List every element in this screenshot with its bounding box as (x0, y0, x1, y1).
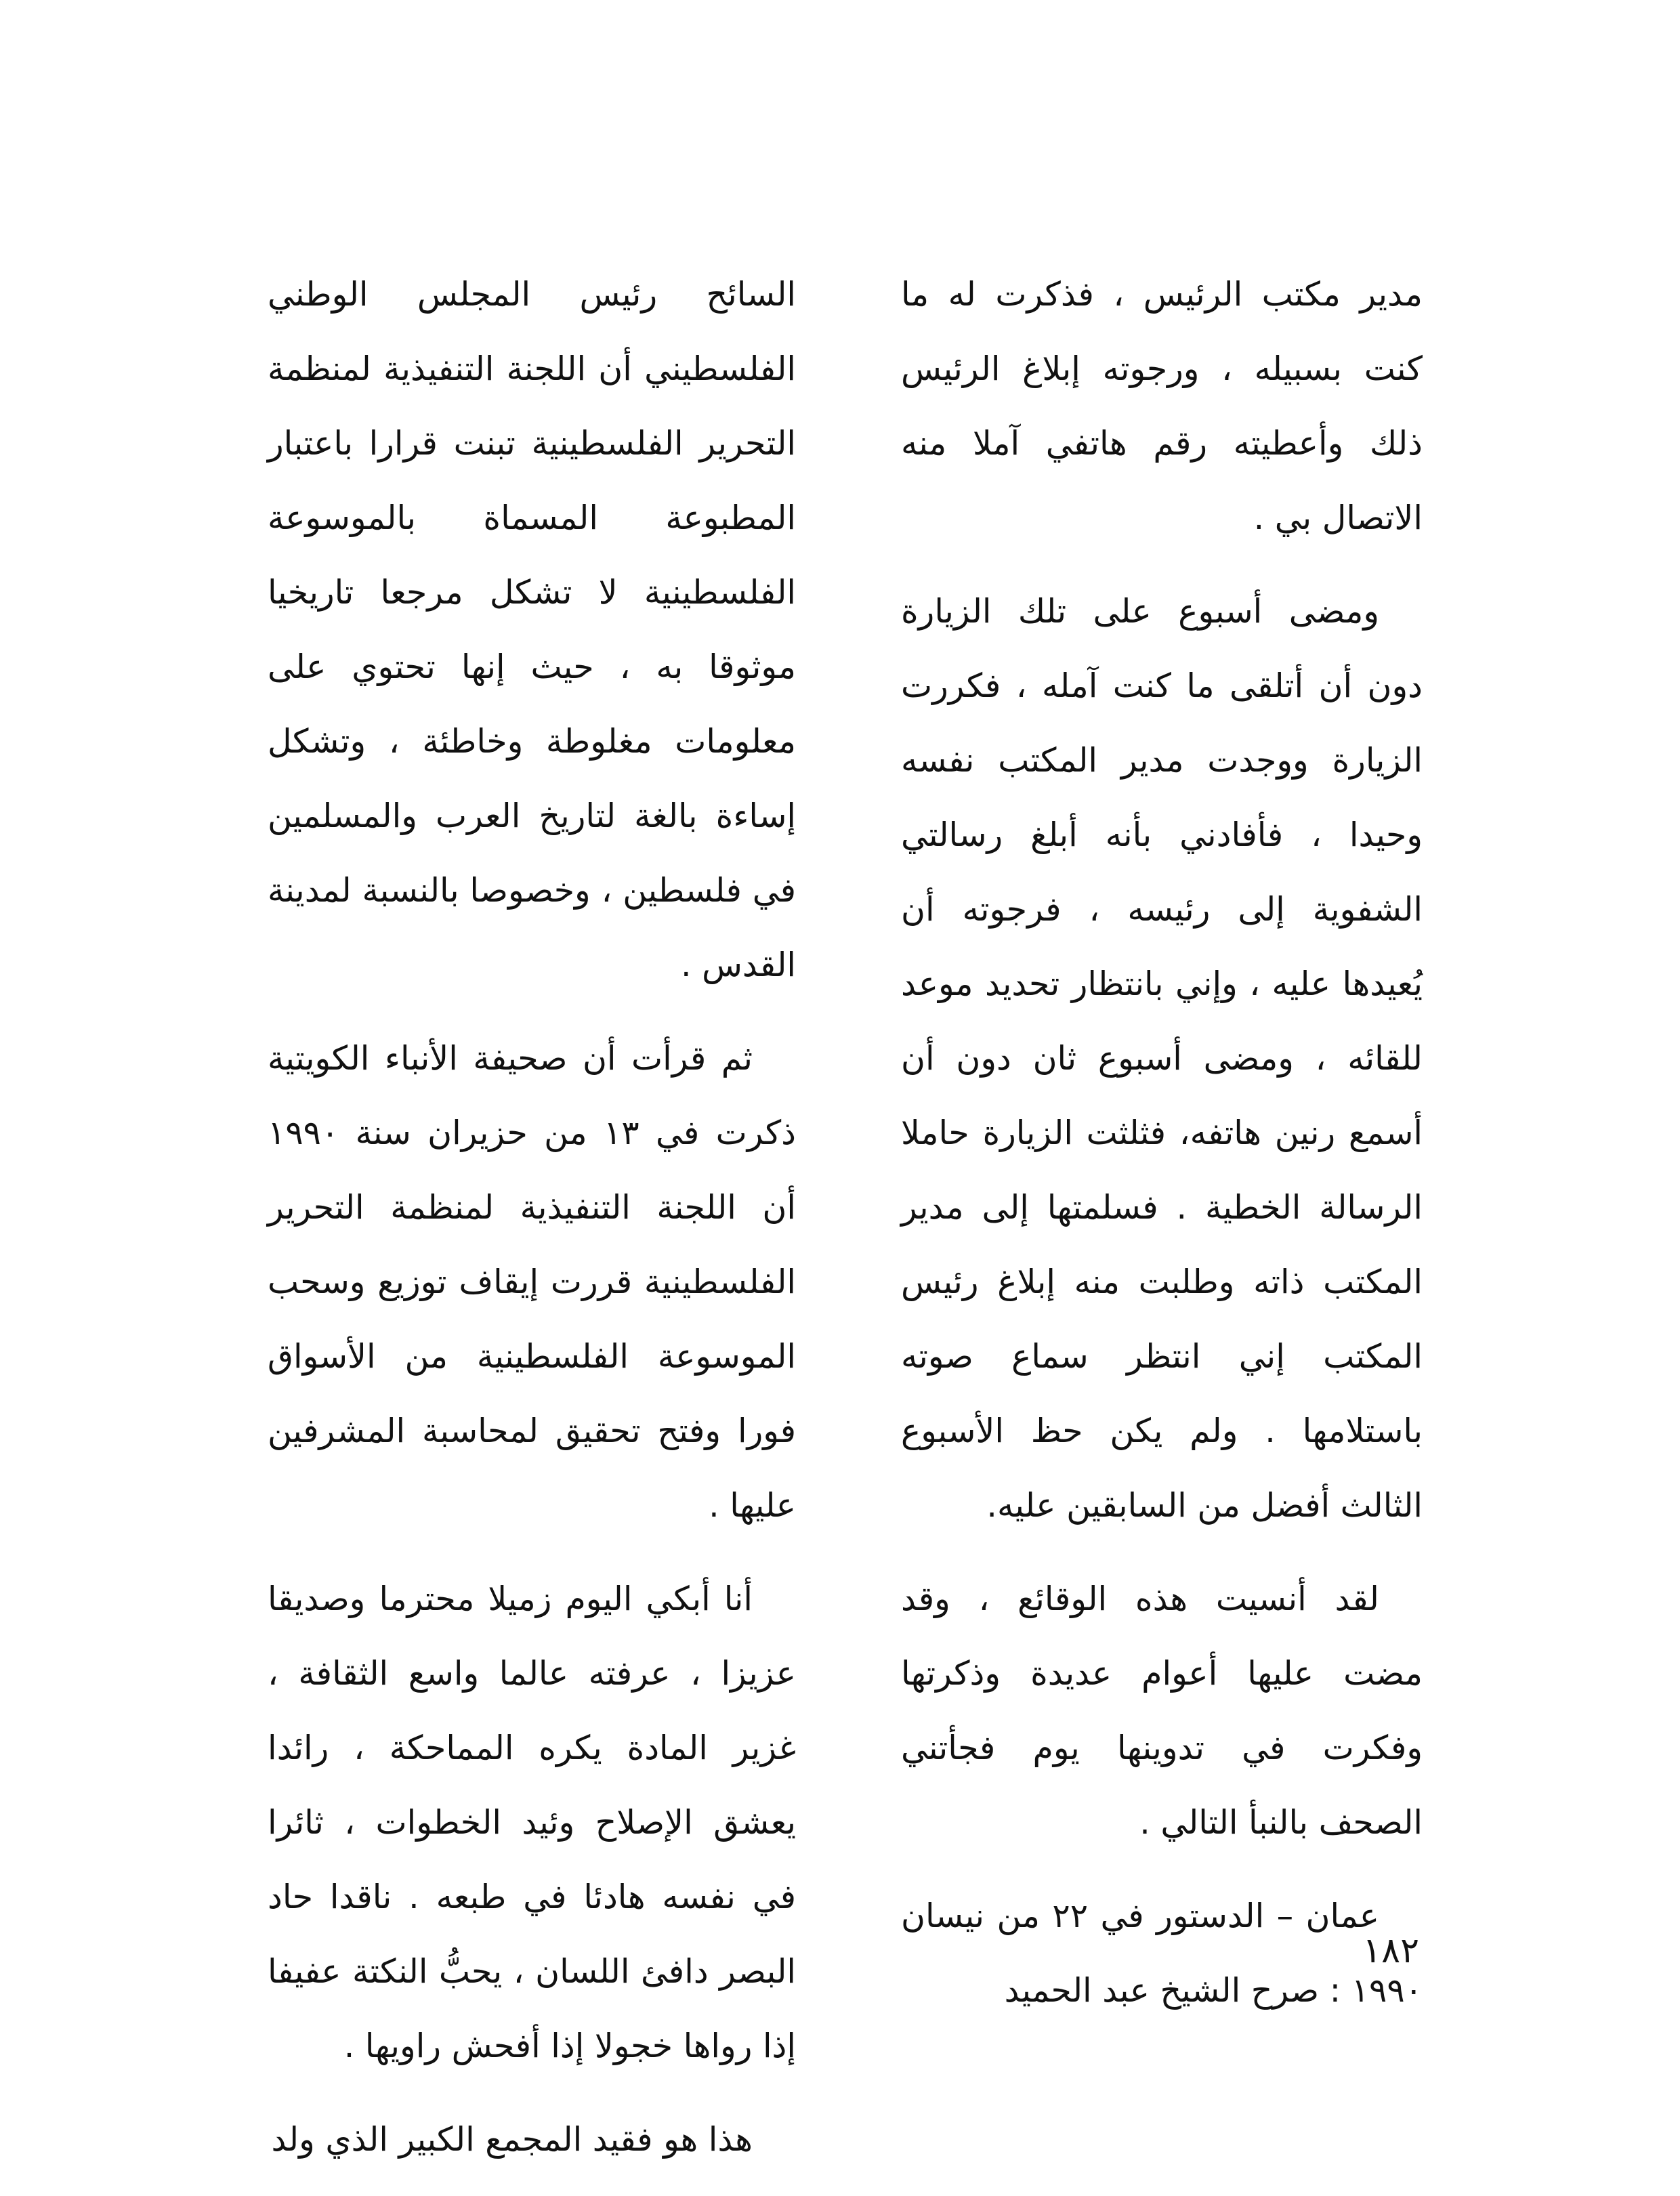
right-text-column (901, 257, 1423, 2047)
left-text-column (268, 257, 796, 2196)
paragraph: مدير مكتب الرئيس ، فذكرت له ما كنت بسبيله ، ورجوته إبلاغ الرئيس ذلك وأعطيته رقم هاتفي آملا منه الاتصال بي . (901, 275, 1423, 537)
paragraph: السائح رئيس المجلس الوطني الفلسطيني أن اللجنة التنفيذية لمنظمة التحرير الفلسطينية تبنت قرارا باعتبار المطبوعة المسماة بالموسوعة الفلسطينية لا تشكل مرجعا تاريخيا موثوقا به ، حيث إنها تحتوي على معلومات مغلوطة وخاطئة ، وتشكل إساءة بالغة لتاريخ العرب والمسلمين في فلسطين ، وخصوصا بالنسبة لمدينة القدس . (268, 275, 796, 984)
paragraph: ومضى أسبوع على تلك الزيارة دون أن أتلقى ما كنت آمله ، فكررت الزيارة ووجدت مدير المكتب نفسه وحيدا ، فأفادني بأنه أبلغ رسالتي الشفوية إلى رئيسه ، فرجوته أن يُعيدها عليه ، وإني بانتظار تحديد موعد للقائه ، ومضى أسبوع ثان دون أن أسمع رنين هاتفه، فثلثت الزيارة حاملا الرسالة الخطية . فسلمتها إلى مدير المكتب ذاته وطلبت منه إبلاغ رئيس المكتب إني انتظر سماع صوته باستلامها . ولم يكن حظ الأسبوع الثالث أفضل من السابقين عليه. (901, 592, 1423, 1525)
paragraph: عمان – الدستور في ٢٢ من نيسان ١٩٩٠ : صرح الشيخ عبد الحميد (901, 1897, 1423, 2010)
paragraph: لقد أنسيت هذه الوقائع ، وقد مضت عليها أعوام عديدة وذكرتها وفكرت في تدوينها يوم فجأتني الصحف بالنبأ التالي . (901, 1580, 1423, 1842)
paragraph: أنا أبكي اليوم زميلا محترما وصديقا عزيزا ، عرفته عالما واسع الثقافة ، غزير المادة يكره المماحكة ، رائدا يعشق الإصلاح وئيد الخطوات ، ثائرا في نفسه هادئا في طبعه . ناقدا حاد البصر دافئ اللسان ، يحبُّ النكتة عفيفا إذا رواها خجولا إذا أفحش راويها . (268, 1580, 796, 2065)
page-number: ١٨٢ (1362, 1930, 1419, 1971)
paragraph: ثم قرأت أن صحيفة الأنباء الكويتية ذكرت في ١٣ من حزيران سنة ١٩٩٠ أن اللجنة التنفيذية لمنظمة التحرير الفلسطينية قررت إيقاف توزيع وسحب الموسوعة الفلسطينية من الأسواق فورا وفتح تحقيق لمحاسبة المشرفين عليها . (268, 1039, 796, 1525)
paragraph: هذا هو فقيد المجمع الكبير الذي ولد (271, 2120, 753, 2159)
